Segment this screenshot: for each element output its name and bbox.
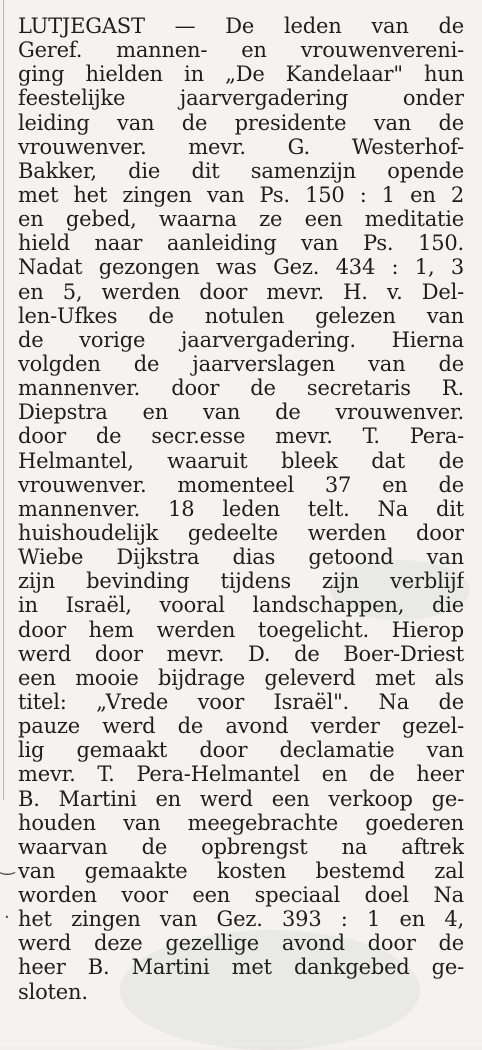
article-line: Geref. mannen- en vrouwenvereni-: [18, 38, 464, 63]
article-line: feestelijke jaarvergadering onder: [18, 86, 464, 111]
article-line: door hem werden toegelicht. Hierop: [18, 617, 464, 642]
article-line: mevr. T. Pera-Helmantel en de heer: [18, 762, 464, 787]
article-line: Nadat gezongen was Gez. 434 : 1, 3: [18, 255, 464, 280]
article-line: hield naar aanleiding van Ps. 150.: [18, 231, 464, 256]
edge-mark: ‿: [0, 855, 15, 876]
article-line: vrouwenver. momenteel 37 en de: [18, 472, 464, 497]
article-line: de vorige jaarvergadering. Hierna: [18, 327, 464, 352]
article-line: Wiebe Dijkstra dias getoond van: [18, 545, 464, 570]
article-line: Diepstra en van de vrouwenver.: [18, 400, 464, 425]
article-line: B. Martini en werd een verkoop ge-: [18, 786, 464, 811]
edge-mark: .: [4, 902, 10, 923]
article-line: mannenver. door de secretaris R.: [18, 376, 464, 401]
article-line: len-Ufkes de notulen gelezen van: [18, 303, 464, 328]
article-line: waarvan de opbrengst na aftrek: [18, 834, 464, 859]
article-line: in Israël, vooral landschappen, die: [18, 593, 464, 618]
article-line: pauze werd de avond verder gezel-: [18, 714, 464, 739]
article-line: volgden de jaarverslagen van de: [18, 351, 464, 376]
article-line: werd door mevr. D. de Boer-Driest: [18, 641, 464, 666]
article-line: worden voor een speciaal doel Na: [18, 883, 464, 908]
article-line: huishoudelijk gedeelte werden door: [18, 520, 464, 545]
article-line: Helmantel, waaruit bleek dat de: [18, 448, 464, 473]
column-rule: [3, 0, 4, 800]
article-line: en 5, werden door mevr. H. v. Del-: [18, 279, 464, 304]
article-line: houden van meegebrachte goederen: [18, 810, 464, 835]
article-line: met het zingen van Ps. 150 : 1 en 2: [18, 182, 464, 207]
article-line: sloten.: [18, 979, 88, 1004]
article-line: ging hielden in „De Kandelaar" hun: [18, 62, 464, 87]
article-line: lig gemaakt door declamatie van: [18, 738, 464, 763]
article-line: LUTJEGAST — De leden van de: [18, 14, 464, 38]
article-line: mannenver. 18 leden telt. Na dit: [18, 496, 464, 521]
article-line: en gebed, waarna ze een meditatie: [18, 207, 464, 232]
article-line: door de secr.esse mevr. T. Pera-: [18, 424, 464, 449]
article-line: titel: „Vrede voor Israël". Na de: [18, 689, 464, 714]
article-line: zijn bevinding tijdens zijn verblijf: [18, 569, 464, 594]
article-line: werd deze gezellige avond door de: [18, 931, 464, 956]
article-line: Bakker, die dit samenzijn opende: [18, 158, 464, 183]
article-line: een mooie bijdrage geleverd met als: [18, 665, 464, 690]
article-line: vrouwenver. mevr. G. Westerhof-: [18, 134, 464, 159]
article-line: het zingen van Gez. 393 : 1 en 4,: [18, 907, 464, 932]
article-line: heer B. Martini met dankgebed ge-: [18, 955, 464, 980]
article-line: leiding van de presidente van de: [18, 110, 464, 135]
article-line: van gemaakte kosten bestemd zal: [18, 858, 464, 883]
news-article: [18, 14, 464, 1004]
